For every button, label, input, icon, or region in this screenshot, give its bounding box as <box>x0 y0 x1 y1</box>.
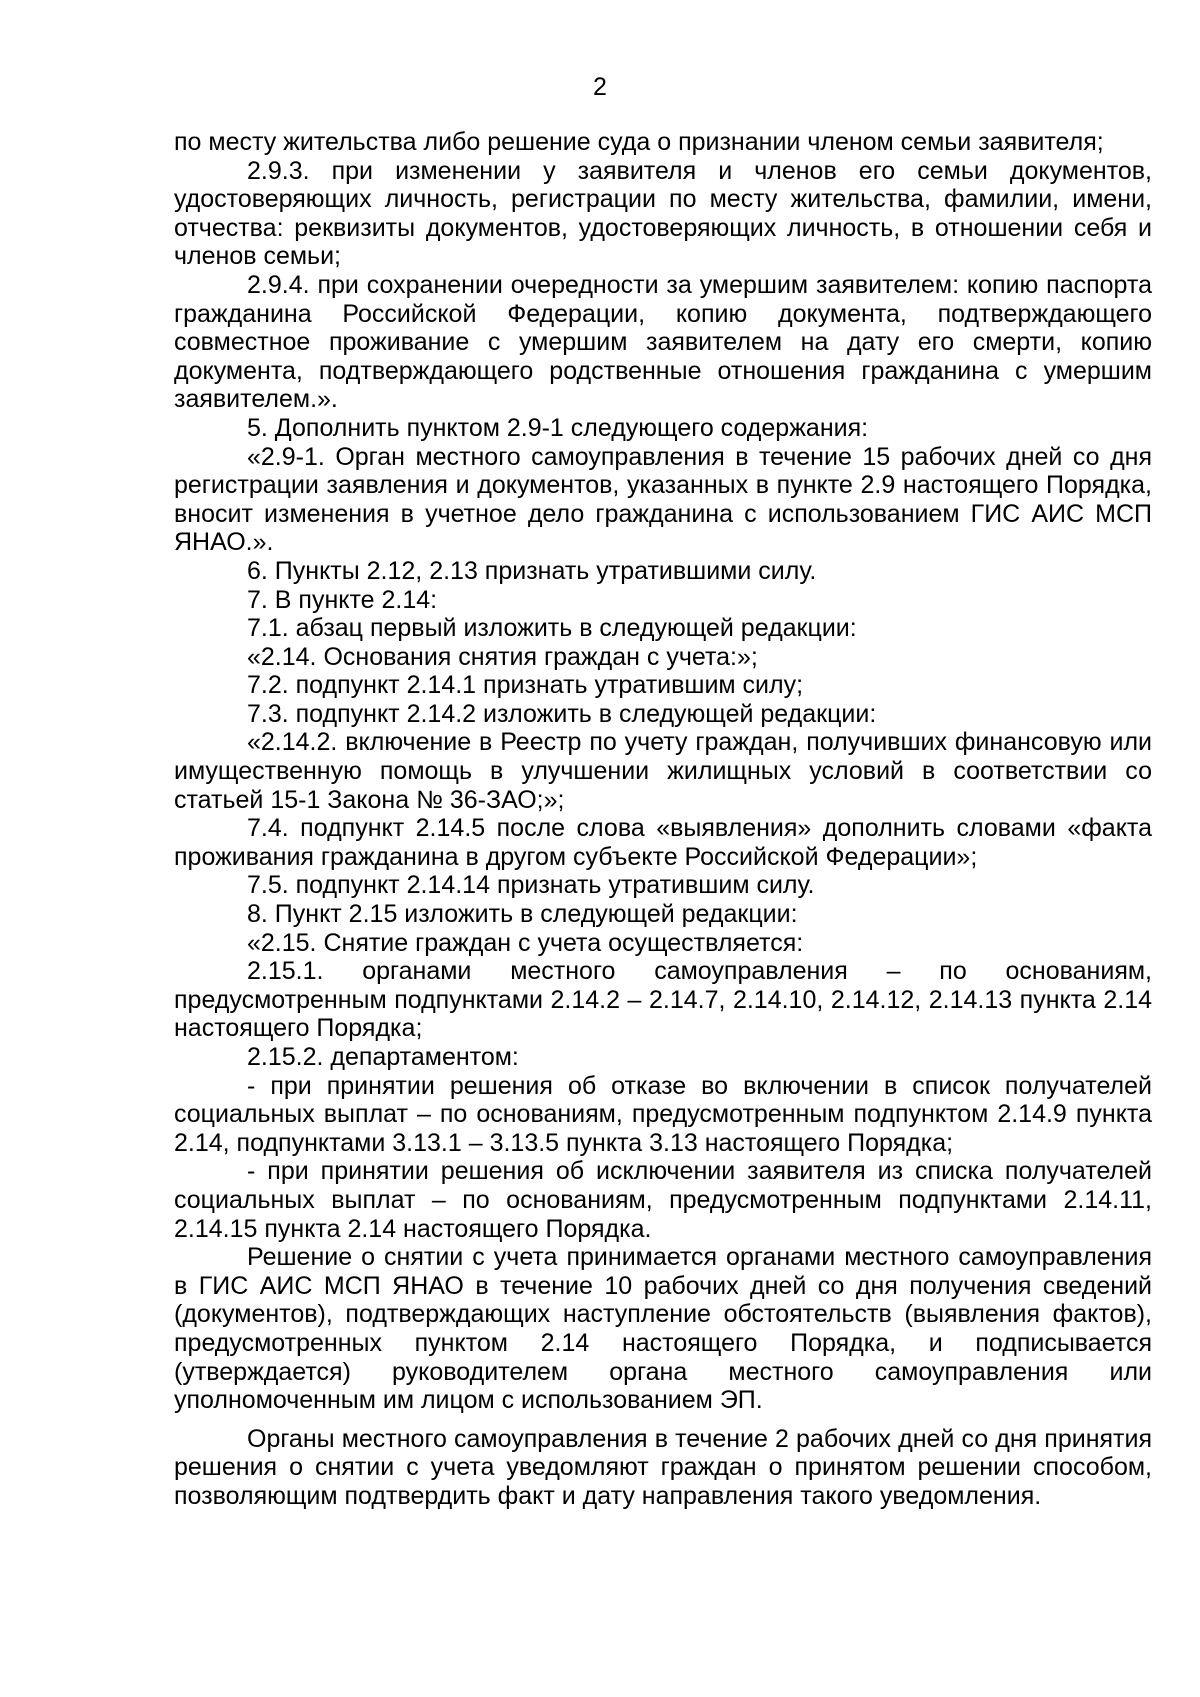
paragraph-dash-exclusion: - при принятии решения об исключении заявителя из списка получателей социальных выплат – по основаниям, предусмотренным подпунктами 2.14.11, 2.14.15 пункта 2.14 настоящего Порядка. <box>174 1157 1152 1243</box>
paragraph-2-15-2: 2.15.2. департаментом: <box>247 1043 519 1071</box>
paragraph-item-7-1: 7.1. абзац первый изложить в следующей редакции: <box>247 614 857 643</box>
paragraph-decision: Решение о снятии с учета принимается органами местного самоуправления в ГИС АИС МСП ЯНАО в течение 10 рабочих дней со дня получения сведений (документов), подтверждающих наступление обстоятельств (выявления фактов), предусмотренных пунктом 2.14 настоящего Порядка, и подписывается (утверждается) руководителем органа местного самоуправления или уполномоченным им лицом с использованием ЭП. <box>174 1243 1152 1415</box>
paragraph-notification: Органы местного самоуправления в течение 2 рабочих дней со дня принятия решения о снятии с учета уведомляют граждан о принятом решении способом, позволяющим подтвердить факт и дату направления такого уведомления. <box>174 1424 1152 1510</box>
paragraph-dash-refusal: - при принятии решения об отказе во включении в список получателей социальных выплат – по основаниям, предусмотренным подпунктом 2.14.9 пункта 2.14, подпунктами 3.13.1 – 3.13.5 пункта 3.13 настоящего Порядка; <box>174 1071 1152 1157</box>
paragraph-item-6: 6. Пункты 2.12, 2.13 признать утратившими силу. <box>247 556 817 585</box>
paragraph-2-9-4: 2.9.4. при сохранении очередности за умершим заявителем: копию паспорта гражданина Российской Федерации, копию документа, подтверждающего совместное проживание с умершим заявителем на дату его смерти, копию документа, подтверждающего родственные отношения гражданина с умершим заявителем.». <box>174 270 1152 414</box>
paragraph-item-7-4: 7.4. подпункт 2.14.5 после слова «выявления» дополнить словами «факта проживания гражданина в другом субъекте Российской Федерации»; <box>174 814 1152 871</box>
paragraph-item-7-5: 7.5. подпункт 2.14.14 признать утратившим силу. <box>247 871 815 900</box>
paragraph-item-7-3: 7.3. подпункт 2.14.2 изложить в следующей редакции: <box>247 699 877 728</box>
paragraph-2-15-text: «2.15. Снятие граждан с учета осуществляется: <box>247 928 804 957</box>
paragraph-item-5: 5. Дополнить пунктом 2.9-1 следующего содержания: <box>247 413 869 442</box>
paragraph-item-7: 7. В пункте 2.14: <box>247 585 438 614</box>
document-body <box>174 128 1152 1511</box>
paragraph-2-15-1: 2.15.1. органами местного самоуправления – по основаниям, предусмотренным подпунктами 2.14.2 – 2.14.7, 2.14.10, 2.14.12, 2.14.13 пункта 2.14 настоящего Порядка; <box>174 957 1152 1043</box>
paragraph-2-14-text: «2.14. Основания снятия граждан с учета:»; <box>247 642 758 671</box>
paragraph-2-9-1-text: «2.9-1. Орган местного самоуправления в течение 15 рабочих дней со дня регистрации заявления и документов, указанных в пункте 2.9 настоящего Порядка, вносит изменения в учетное дело гражданина с использованием ГИС АИС МСП ЯНАО.». <box>174 442 1152 557</box>
paragraph-2-14-2-text: «2.14.2. включение в Реестр по учету граждан, получивших финансовую или имущественную помощь в улучшении жилищных условий в соответствии со статьей 15-1 Закона № 36-ЗАО;»; <box>174 728 1152 814</box>
paragraph-item-7-2: 7.2. подпункт 2.14.1 признать утратившим силу; <box>247 671 804 700</box>
paragraph-item-8: 8. Пункт 2.15 изложить в следующей редакции: <box>247 900 798 929</box>
paragraph-continuation: по месту жительства либо решение суда о признании членом семьи заявителя; <box>174 128 1104 156</box>
page-number: 2 <box>593 73 607 101</box>
paragraph-2-9-3: 2.9.3. при изменении у заявителя и членов его семьи документов, удостоверяющих личность, регистрации по месту жительства, фамилии, имени, отчества: реквизиты документов, удостоверяющих личность, в отношении себя и членов семьи; <box>174 156 1152 271</box>
